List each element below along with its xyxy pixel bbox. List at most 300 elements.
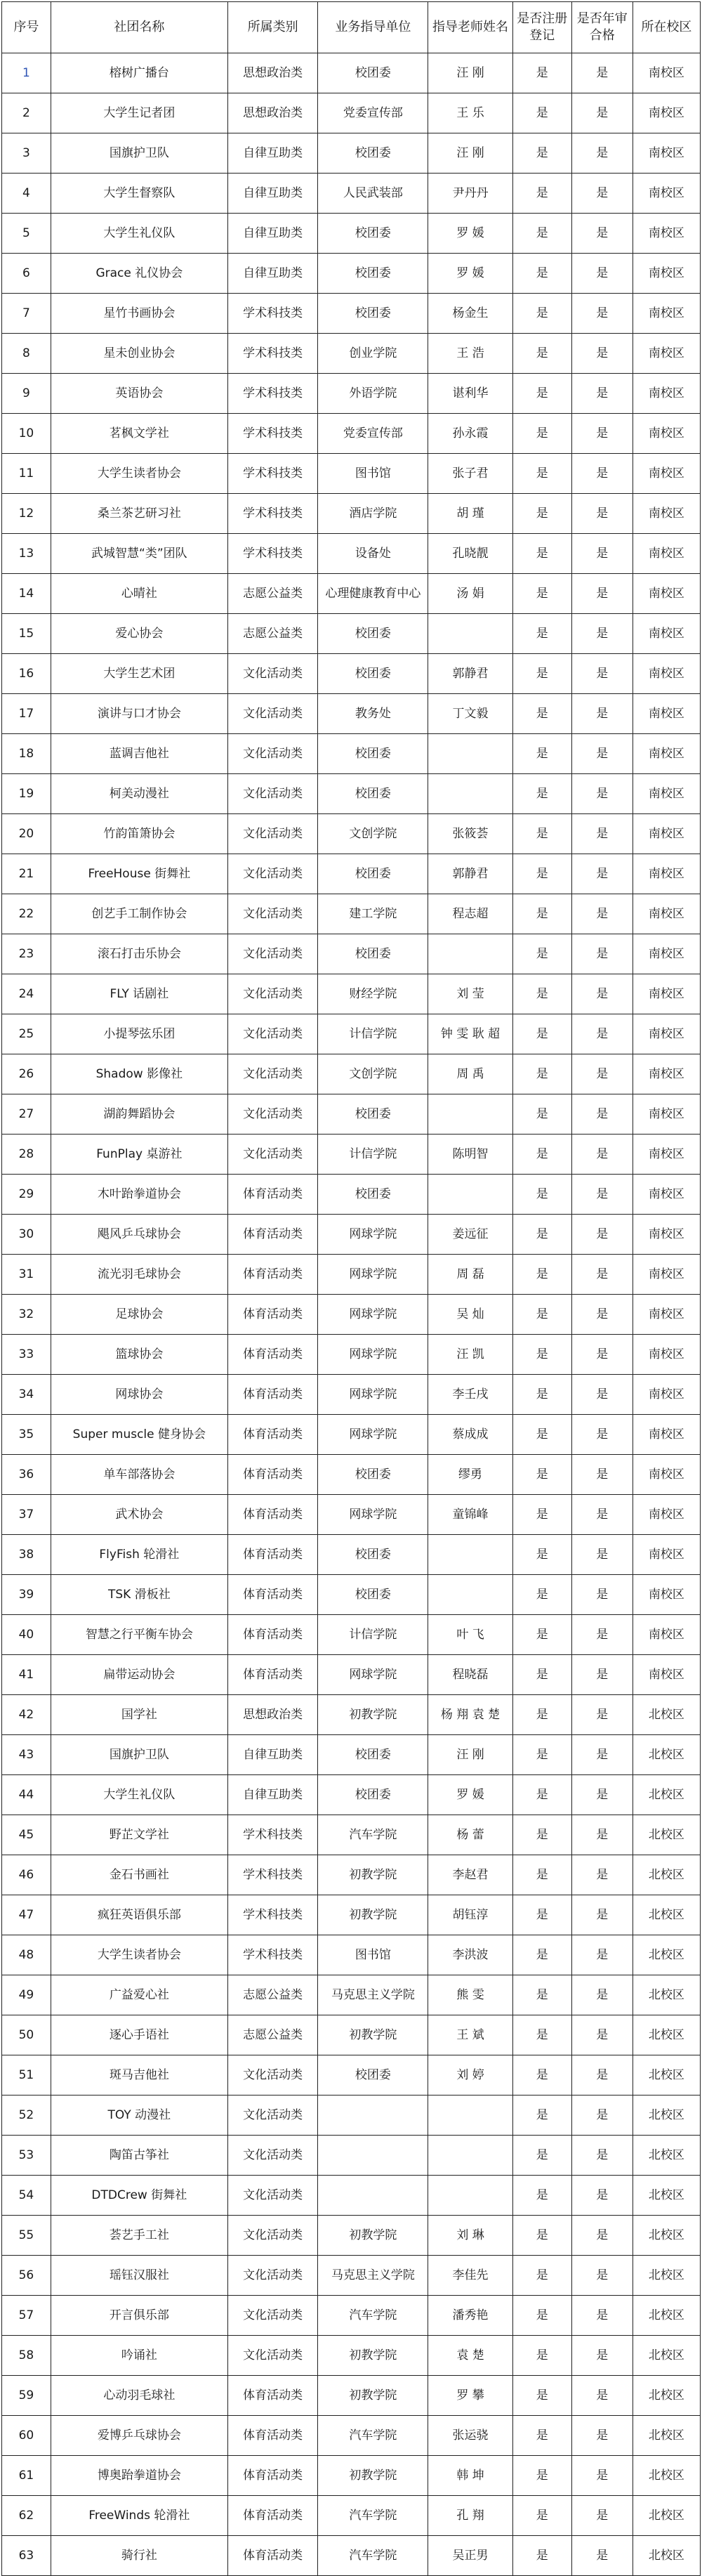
cell-index: 58: [2, 2336, 51, 2376]
cell-annual-review: 是: [571, 414, 633, 454]
cell-supervisor-unit: 校团委: [318, 854, 428, 894]
cell-club-name: FLY 话剧社: [51, 974, 227, 1014]
table-row: [2, 1495, 701, 1535]
cell-club-name: 逐心手语社: [51, 2015, 227, 2055]
cell-supervisor-unit: 心理健康教育中心: [318, 574, 428, 614]
cell-supervisor-unit: 汽车学院: [318, 2416, 428, 2456]
cell-category: 体育活动类: [227, 2456, 318, 2496]
cell-registered: 是: [512, 2536, 571, 2576]
cell-advisor: 叶 飞: [428, 1615, 512, 1655]
cell-registered: 是: [512, 574, 571, 614]
cell-supervisor-unit: 校团委: [318, 53, 428, 93]
cell-registered: 是: [512, 774, 571, 814]
cell-index: 63: [2, 2536, 51, 2576]
cell-supervisor-unit: 网球学院: [318, 1215, 428, 1255]
cell-index: 18: [2, 734, 51, 774]
cell-advisor: 杨 蕾: [428, 1815, 512, 1855]
cell-advisor: 罗 媛: [428, 214, 512, 254]
cell-annual-review: 是: [571, 1695, 633, 1735]
cell-category: 文化活动类: [227, 894, 318, 934]
table-row: [2, 2536, 701, 2576]
cell-registered: 是: [512, 1895, 571, 1935]
cell-index: 44: [2, 1775, 51, 1815]
cell-club-name: 茗枫文学社: [51, 414, 227, 454]
cell-registered: 是: [512, 214, 571, 254]
cell-registered: 是: [512, 1295, 571, 1335]
cell-club-name: 广益爱心社: [51, 1975, 227, 2015]
cell-registered: 是: [512, 1375, 571, 1415]
cell-supervisor-unit: [318, 2096, 428, 2136]
cell-registered: 是: [512, 974, 571, 1014]
cell-advisor: 姜远征: [428, 1215, 512, 1255]
cell-annual-review: 是: [571, 1295, 633, 1335]
cell-supervisor-unit: 初教学院: [318, 2015, 428, 2055]
cell-index: 24: [2, 974, 51, 1014]
cell-advisor: [428, 614, 512, 654]
cell-index: 40: [2, 1615, 51, 1655]
cell-annual-review: 是: [571, 454, 633, 494]
cell-annual-review: 是: [571, 1335, 633, 1375]
cell-index: 21: [2, 854, 51, 894]
header-supervisor-unit: 业务指导单位: [318, 2, 428, 53]
table-row: [2, 2096, 701, 2136]
cell-index: 54: [2, 2176, 51, 2216]
cell-index: 10: [2, 414, 51, 454]
cell-index: 28: [2, 1135, 51, 1175]
cell-campus: 北校区: [633, 2416, 700, 2456]
cell-club-name: 爱博乒乓球协会: [51, 2416, 227, 2456]
cell-campus: 南校区: [633, 1215, 700, 1255]
cell-advisor: 孔晓靓: [428, 534, 512, 574]
cell-club-name: 蓝调吉他社: [51, 734, 227, 774]
cell-category: 体育活动类: [227, 2496, 318, 2536]
cell-index: 22: [2, 894, 51, 934]
cell-registered: 是: [512, 53, 571, 93]
cell-annual-review: 是: [571, 974, 633, 1014]
cell-advisor: 李洪波: [428, 1935, 512, 1975]
table-row: [2, 2015, 701, 2055]
cell-campus: 南校区: [633, 53, 700, 93]
cell-category: 体育活动类: [227, 1535, 318, 1575]
cell-category: 自律互助类: [227, 1735, 318, 1775]
cell-index: 19: [2, 774, 51, 814]
table-row: [2, 1935, 701, 1975]
table-row: [2, 414, 701, 454]
cell-annual-review: 是: [571, 1375, 633, 1415]
cell-category: 学术科技类: [227, 294, 318, 334]
cell-index: 55: [2, 2216, 51, 2256]
table-header: [2, 2, 701, 53]
cell-registered: 是: [512, 2136, 571, 2176]
cell-category: 学术科技类: [227, 1895, 318, 1935]
cell-club-name: 荟艺手工社: [51, 2216, 227, 2256]
cell-club-name: 大学生记者团: [51, 93, 227, 133]
cell-annual-review: 是: [571, 534, 633, 574]
cell-registered: 是: [512, 2496, 571, 2536]
cell-category: 自律互助类: [227, 133, 318, 174]
cell-category: 体育活动类: [227, 1495, 318, 1535]
table-row: [2, 133, 701, 174]
cell-campus: 南校区: [633, 814, 700, 854]
cell-category: 体育活动类: [227, 1615, 318, 1655]
cell-advisor: 罗 媛: [428, 254, 512, 294]
cell-category: 体育活动类: [227, 1415, 318, 1455]
cell-annual-review: 是: [571, 1735, 633, 1775]
cell-advisor: 汪 凯: [428, 1335, 512, 1375]
cell-campus: 北校区: [633, 1815, 700, 1855]
cell-club-name: 大学生读者协会: [51, 454, 227, 494]
cell-club-name: FlyFish 轮滑社: [51, 1535, 227, 1575]
cell-category: 文化活动类: [227, 1094, 318, 1135]
cell-campus: 南校区: [633, 414, 700, 454]
cell-annual-review: 是: [571, 53, 633, 93]
table-row: [2, 1575, 701, 1615]
cell-club-name: 疯狂英语俱乐部: [51, 1895, 227, 1935]
cell-advisor: 张筱荟: [428, 814, 512, 854]
cell-registered: 是: [512, 1855, 571, 1895]
cell-advisor: 程晓磊: [428, 1655, 512, 1695]
cell-campus: 北校区: [633, 1775, 700, 1815]
cell-index: 8: [2, 334, 51, 374]
cell-annual-review: 是: [571, 1215, 633, 1255]
cell-supervisor-unit: 校团委: [318, 774, 428, 814]
cell-club-name: FreeHouse 街舞社: [51, 854, 227, 894]
cell-registered: 是: [512, 1815, 571, 1855]
cell-advisor: [428, 774, 512, 814]
table-row: [2, 1295, 701, 1335]
cell-registered: 是: [512, 2055, 571, 2096]
cell-annual-review: 是: [571, 334, 633, 374]
cell-supervisor-unit: 校团委: [318, 734, 428, 774]
cell-category: 文化活动类: [227, 694, 318, 734]
cell-registered: 是: [512, 454, 571, 494]
cell-registered: 是: [512, 1535, 571, 1575]
cell-registered: 是: [512, 174, 571, 214]
cell-category: 自律互助类: [227, 214, 318, 254]
cell-advisor: 李佳先: [428, 2256, 512, 2296]
cell-registered: 是: [512, 534, 571, 574]
cell-advisor: 王 浩: [428, 334, 512, 374]
cell-category: 文化活动类: [227, 2176, 318, 2216]
cell-index: 34: [2, 1375, 51, 1415]
cell-advisor: 刘 莹: [428, 974, 512, 1014]
cell-index: 43: [2, 1735, 51, 1775]
cell-registered: 是: [512, 1014, 571, 1054]
cell-club-name: 飓风乒乓球协会: [51, 1215, 227, 1255]
cell-category: 体育活动类: [227, 2536, 318, 2576]
cell-club-name: 开言俱乐部: [51, 2296, 227, 2336]
cell-supervisor-unit: 初教学院: [318, 1855, 428, 1895]
cell-supervisor-unit: 校团委: [318, 1175, 428, 1215]
cell-supervisor-unit: 教务处: [318, 694, 428, 734]
cell-registered: 是: [512, 2456, 571, 2496]
cell-advisor: 王 乐: [428, 93, 512, 133]
cell-index: 41: [2, 1655, 51, 1695]
cell-supervisor-unit: 校团委: [318, 654, 428, 694]
cell-index: 46: [2, 1855, 51, 1895]
cell-category: 文化活动类: [227, 734, 318, 774]
cell-category: 文化活动类: [227, 2216, 318, 2256]
cell-club-name: 吟诵社: [51, 2336, 227, 2376]
cell-category: 体育活动类: [227, 1295, 318, 1335]
cell-index: 30: [2, 1215, 51, 1255]
cell-club-name: 骑行社: [51, 2536, 227, 2576]
cell-annual-review: 是: [571, 1135, 633, 1175]
cell-advisor: [428, 2176, 512, 2216]
cell-category: 志愿公益类: [227, 574, 318, 614]
cell-advisor: 王 斌: [428, 2015, 512, 2055]
cell-annual-review: 是: [571, 1094, 633, 1135]
cell-registered: 是: [512, 1935, 571, 1975]
cell-supervisor-unit: 网球学院: [318, 1655, 428, 1695]
cell-category: 文化活动类: [227, 774, 318, 814]
table-row: [2, 614, 701, 654]
table-row: [2, 1535, 701, 1575]
cell-annual-review: 是: [571, 2136, 633, 2176]
cell-annual-review: 是: [571, 2536, 633, 2576]
cell-index: 7: [2, 294, 51, 334]
cell-advisor: [428, 734, 512, 774]
cell-advisor: 孙永霞: [428, 414, 512, 454]
cell-club-name: 大学生礼仪队: [51, 1775, 227, 1815]
cell-index: 27: [2, 1094, 51, 1135]
cell-annual-review: 是: [571, 2216, 633, 2256]
table-row: [2, 2416, 701, 2456]
table-row: [2, 2376, 701, 2416]
cell-advisor: 孔 翔: [428, 2496, 512, 2536]
cell-advisor: 吴正男: [428, 2536, 512, 2576]
cell-club-name: 武城智慧“类”团队: [51, 534, 227, 574]
cell-index: 3: [2, 133, 51, 174]
cell-annual-review: 是: [571, 2336, 633, 2376]
cell-index: 25: [2, 1014, 51, 1054]
cell-annual-review: 是: [571, 1935, 633, 1975]
cell-category: 学术科技类: [227, 534, 318, 574]
cell-annual-review: 是: [571, 1775, 633, 1815]
cell-supervisor-unit: 计信学院: [318, 1615, 428, 1655]
cell-annual-review: 是: [571, 1014, 633, 1054]
table-row: [2, 2336, 701, 2376]
cell-club-name: 智慧之行平衡车协会: [51, 1615, 227, 1655]
cell-campus: 南校区: [633, 214, 700, 254]
cell-registered: 是: [512, 2256, 571, 2296]
cell-annual-review: 是: [571, 174, 633, 214]
cell-supervisor-unit: 初教学院: [318, 1695, 428, 1735]
cell-index: 49: [2, 1975, 51, 2015]
cell-supervisor-unit: 校团委: [318, 1775, 428, 1815]
cell-registered: 是: [512, 2416, 571, 2456]
cell-campus: 南校区: [633, 1094, 700, 1135]
cell-advisor: 蔡成成: [428, 1415, 512, 1455]
cell-category: 文化活动类: [227, 854, 318, 894]
cell-advisor: 潘秀艳: [428, 2296, 512, 2336]
cell-category: 体育活动类: [227, 2376, 318, 2416]
cell-annual-review: 是: [571, 2055, 633, 2096]
cell-category: 文化活动类: [227, 1014, 318, 1054]
cell-annual-review: 是: [571, 1535, 633, 1575]
cell-annual-review: 是: [571, 2456, 633, 2496]
cell-supervisor-unit: 文创学院: [318, 814, 428, 854]
cell-campus: 南校区: [633, 1655, 700, 1695]
cell-club-name: 大学生礼仪队: [51, 214, 227, 254]
cell-category: 志愿公益类: [227, 2015, 318, 2055]
cell-index: 16: [2, 654, 51, 694]
cell-club-name: Super muscle 健身协会: [51, 1415, 227, 1455]
cell-campus: 南校区: [633, 1054, 700, 1094]
cell-category: 文化活动类: [227, 2055, 318, 2096]
cell-advisor: 陈明智: [428, 1135, 512, 1175]
cell-club-name: 大学生艺术团: [51, 654, 227, 694]
cell-advisor: 汤 娟: [428, 574, 512, 614]
cell-advisor: 熊 雯: [428, 1975, 512, 2015]
cell-registered: 是: [512, 1575, 571, 1615]
cell-club-name: 斑马吉他社: [51, 2055, 227, 2096]
cell-annual-review: 是: [571, 374, 633, 414]
cell-club-name: Shadow 影像社: [51, 1054, 227, 1094]
cell-club-name: 心动羽毛球社: [51, 2376, 227, 2416]
cell-category: 体育活动类: [227, 1575, 318, 1615]
table-row: [2, 494, 701, 534]
cell-supervisor-unit: 建工学院: [318, 894, 428, 934]
cell-club-name: 演讲与口才协会: [51, 694, 227, 734]
cell-category: 思想政治类: [227, 93, 318, 133]
cell-index: 57: [2, 2296, 51, 2336]
cell-category: 文化活动类: [227, 2336, 318, 2376]
cell-supervisor-unit: 网球学院: [318, 1495, 428, 1535]
cell-annual-review: 是: [571, 1655, 633, 1695]
cell-index: 56: [2, 2256, 51, 2296]
cell-advisor: [428, 1535, 512, 1575]
cell-index: 37: [2, 1495, 51, 1535]
cell-campus: 南校区: [633, 374, 700, 414]
cell-index: 50: [2, 2015, 51, 2055]
cell-club-name: 爱心协会: [51, 614, 227, 654]
table-row: [2, 334, 701, 374]
header-club-name: 社团名称: [51, 2, 227, 53]
cell-index: 9: [2, 374, 51, 414]
cell-registered: 是: [512, 93, 571, 133]
cell-campus: 南校区: [633, 1295, 700, 1335]
cell-campus: 南校区: [633, 1014, 700, 1054]
cell-supervisor-unit: 初教学院: [318, 2376, 428, 2416]
cell-club-name: FunPlay 桌游社: [51, 1135, 227, 1175]
cell-supervisor-unit: 校团委: [318, 934, 428, 974]
cell-advisor: 胡钰淳: [428, 1895, 512, 1935]
cell-campus: 南校区: [633, 574, 700, 614]
table-row: [2, 854, 701, 894]
cell-annual-review: 是: [571, 494, 633, 534]
cell-annual-review: 是: [571, 574, 633, 614]
cell-registered: 是: [512, 334, 571, 374]
cell-index: 36: [2, 1455, 51, 1495]
cell-campus: 南校区: [633, 734, 700, 774]
cell-club-name: 流光羽毛球协会: [51, 1255, 227, 1295]
cell-annual-review: 是: [571, 614, 633, 654]
cell-index: 12: [2, 494, 51, 534]
table-row: [2, 454, 701, 494]
cell-annual-review: 是: [571, 214, 633, 254]
table-row: [2, 2256, 701, 2296]
cell-index: 35: [2, 1415, 51, 1455]
cell-category: 文化活动类: [227, 1054, 318, 1094]
cell-category: 体育活动类: [227, 1215, 318, 1255]
cell-advisor: 郭静君: [428, 854, 512, 894]
cell-supervisor-unit: 网球学院: [318, 1415, 428, 1455]
cell-supervisor-unit: 网球学院: [318, 1295, 428, 1335]
cell-category: 文化活动类: [227, 814, 318, 854]
cell-index: 15: [2, 614, 51, 654]
table-row: [2, 1255, 701, 1295]
table-row: [2, 894, 701, 934]
cell-supervisor-unit: 党委宣传部: [318, 414, 428, 454]
table-row: [2, 2055, 701, 2096]
table-row: [2, 1895, 701, 1935]
cell-advisor: 胡 瑾: [428, 494, 512, 534]
cell-club-name: 木叶跆拳道协会: [51, 1175, 227, 1215]
table-row: [2, 53, 701, 93]
cell-registered: 是: [512, 934, 571, 974]
cell-campus: 南校区: [633, 1575, 700, 1615]
cell-campus: 南校区: [633, 934, 700, 974]
cell-registered: 是: [512, 1655, 571, 1695]
cell-campus: 南校区: [633, 854, 700, 894]
cell-annual-review: 是: [571, 1415, 633, 1455]
cell-category: 文化活动类: [227, 974, 318, 1014]
cell-annual-review: 是: [571, 254, 633, 294]
cell-supervisor-unit: 校团委: [318, 614, 428, 654]
cell-registered: 是: [512, 694, 571, 734]
cell-category: 体育活动类: [227, 1455, 318, 1495]
table-row: [2, 214, 701, 254]
table-row: [2, 974, 701, 1014]
cell-club-name: 大学生督察队: [51, 174, 227, 214]
cell-category: 学术科技类: [227, 1935, 318, 1975]
cell-index: 47: [2, 1895, 51, 1935]
cell-category: 体育活动类: [227, 1255, 318, 1295]
cell-category: 学术科技类: [227, 374, 318, 414]
cell-registered: 是: [512, 1695, 571, 1735]
cell-registered: 是: [512, 654, 571, 694]
cell-registered: 是: [512, 1775, 571, 1815]
cell-campus: 南校区: [633, 1455, 700, 1495]
table-row: [2, 1215, 701, 1255]
table-row: [2, 1014, 701, 1054]
cell-advisor: 刘 婷: [428, 2055, 512, 2096]
cell-annual-review: 是: [571, 2416, 633, 2456]
cell-supervisor-unit: 校团委: [318, 214, 428, 254]
cell-campus: 南校区: [633, 694, 700, 734]
cell-registered: 是: [512, 1455, 571, 1495]
cell-club-name: 瑶钰汉服社: [51, 2256, 227, 2296]
cell-advisor: 童锦峰: [428, 1495, 512, 1535]
cell-campus: 南校区: [633, 454, 700, 494]
cell-advisor: 汪 刚: [428, 53, 512, 93]
cell-supervisor-unit: 计信学院: [318, 1014, 428, 1054]
cell-campus: 北校区: [633, 2256, 700, 2296]
cell-campus: 北校区: [633, 2536, 700, 2576]
cell-supervisor-unit: 人民武装部: [318, 174, 428, 214]
clubs-table: [1, 1, 701, 2576]
cell-annual-review: 是: [571, 1495, 633, 1535]
cell-annual-review: 是: [571, 1855, 633, 1895]
cell-registered: 是: [512, 2015, 571, 2055]
cell-club-name: 心晴社: [51, 574, 227, 614]
cell-campus: 北校区: [633, 2096, 700, 2136]
cell-campus: 南校区: [633, 614, 700, 654]
cell-supervisor-unit: 外语学院: [318, 374, 428, 414]
cell-annual-review: 是: [571, 774, 633, 814]
cell-club-name: TSK 滑板社: [51, 1575, 227, 1615]
